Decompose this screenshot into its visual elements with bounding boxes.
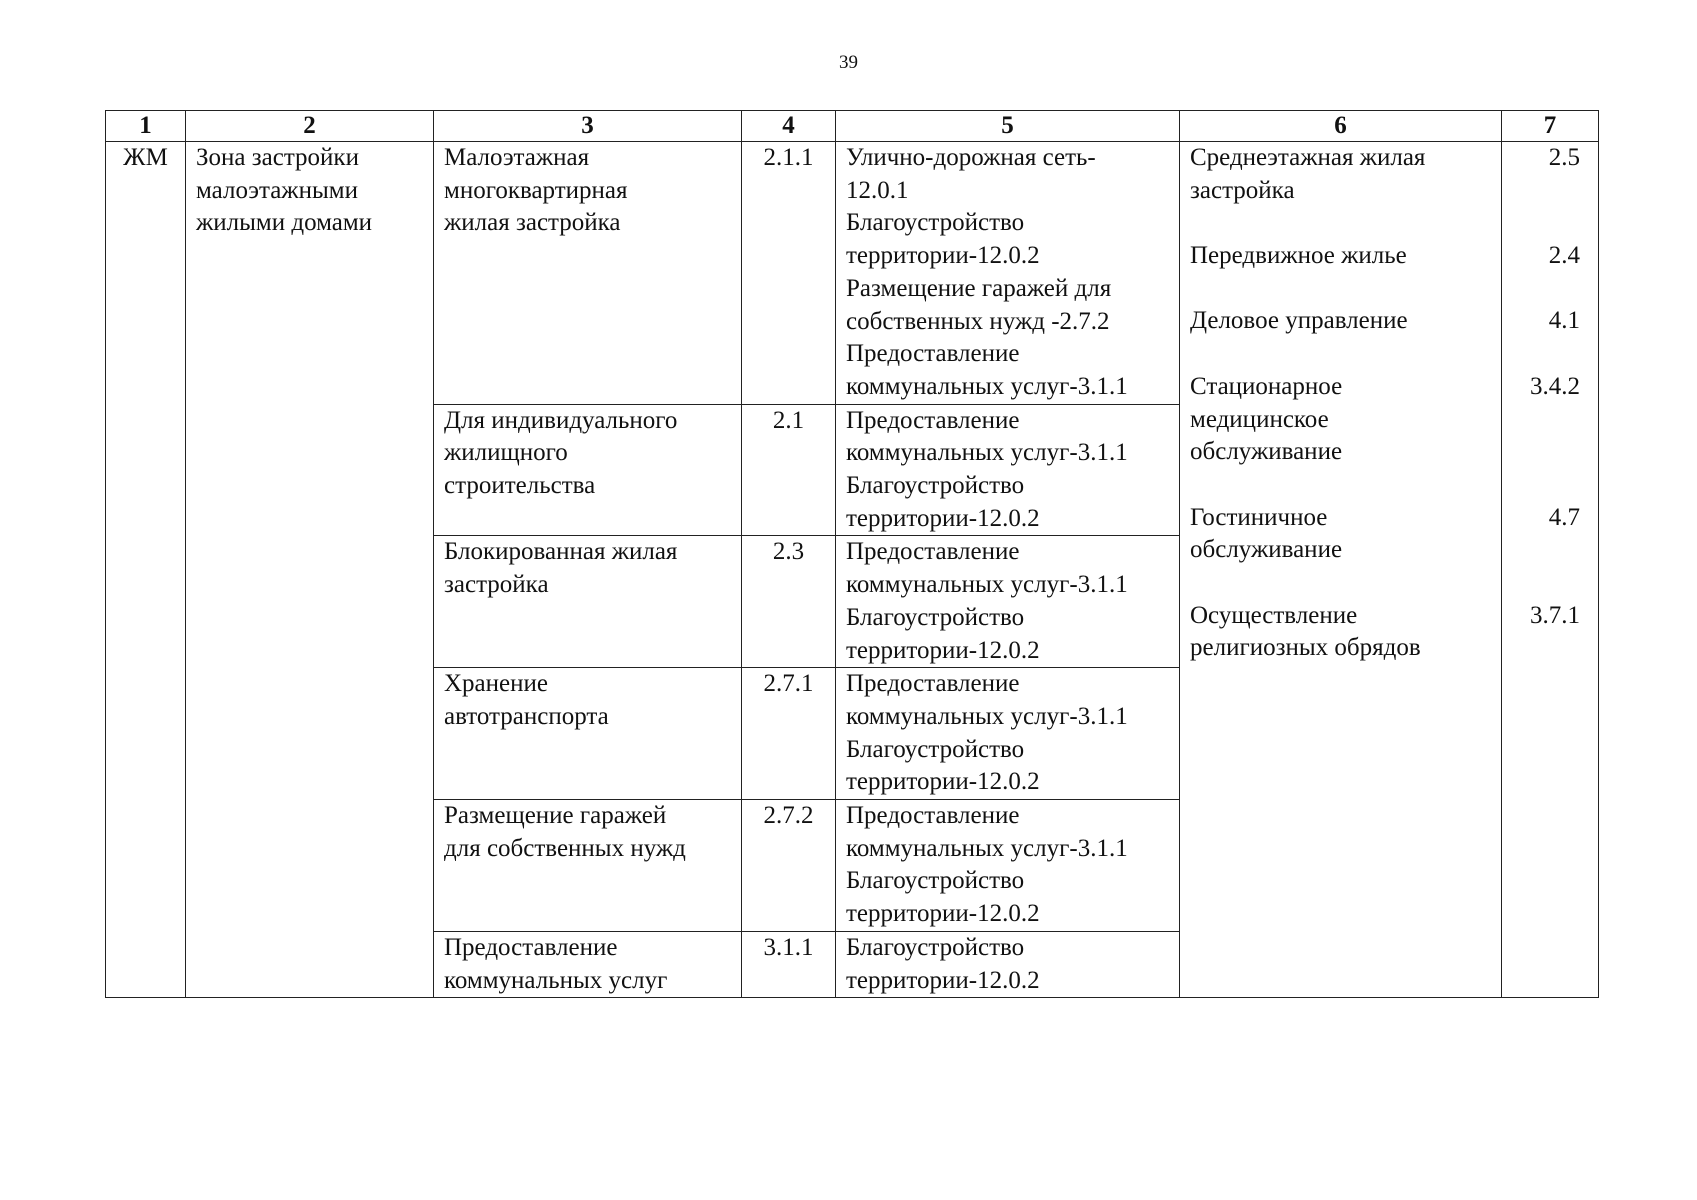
aux-use-line: Предоставление [846,340,1020,368]
main-use-name [434,536,742,668]
aux-use-line: территории-12.0.2 [846,242,1040,270]
conditional-use-codes [1502,142,1599,998]
aux-use-line: Благоустройство [846,735,1025,763]
aux-use-line: Благоустройство [846,867,1025,895]
header-col-7: 7 [1502,111,1599,142]
aux-use-line: Предоставление [846,406,1020,434]
auxiliary-uses [836,931,1180,997]
zone-name-line: жилыми домами [196,209,373,237]
auxiliary-uses [836,668,1180,800]
aux-use-line: Благоустройство [846,209,1025,237]
main-use-code: 2.1.1 [742,142,836,405]
zone-name [186,142,434,998]
main-use-name-line: жилищного [444,439,568,467]
main-use-name-line: Малоэтажная [444,144,590,171]
header-col-6: 6 [1180,111,1502,142]
conditional-use-code: 3.7.1 [1530,601,1580,629]
main-use-code: 2.1 [742,404,836,536]
conditional-use-code: 4.7 [1548,503,1580,531]
aux-use-line: коммунальных услуг-3.1.1 [846,571,1128,599]
header-row [106,111,1599,142]
conditional-use-line: Гостиничное [1190,503,1328,531]
zone-code: ЖМ [106,142,186,998]
aux-use-line: территории-12.0.2 [846,966,1040,994]
header-col-1: 1 [106,111,186,142]
main-use-name-line: Хранение [444,670,548,698]
auxiliary-uses [836,536,1180,668]
aux-use-line: Благоустройство [846,933,1025,961]
auxiliary-uses [836,404,1180,536]
conditional-use-code: 2.4 [1548,242,1580,270]
conditional-use-line: Передвижное жилье [1190,242,1407,270]
aux-use-line: коммунальных услуг-3.1.1 [846,834,1128,862]
page-number: 39 [839,52,858,73]
conditional-use-line: Осуществление [1190,601,1358,629]
main-use-name-line: жилая застройка [444,209,621,237]
zoning-table [105,110,1599,998]
main-use-name [434,404,742,536]
header-col-4: 4 [742,111,836,142]
conditional-use-code: 2.5 [1548,144,1580,171]
header-col-2: 2 [186,111,434,142]
main-use-name-line: многоквартирная [444,176,628,204]
main-use-name [434,931,742,997]
aux-use-line: Предоставление [846,538,1020,566]
table-row [106,142,1599,405]
main-use-name-line: для собственных нужд [444,834,686,862]
main-use-name-line: Для индивидуального [444,406,678,434]
auxiliary-uses [836,142,1180,405]
zone-name-line: Зона застройки [196,144,359,171]
conditional-use-line: обслуживание [1190,438,1343,466]
header-col-5: 5 [836,111,1180,142]
conditional-use-line: Среднеэтажная жилая [1190,144,1426,171]
main-use-name-line: Размещение гаражей [444,802,667,830]
main-use-code: 2.7.2 [742,800,836,932]
conditional-use-code: 4.1 [1548,307,1580,335]
aux-use-line: коммунальных услуг-3.1.1 [846,372,1128,400]
conditional-use-line: Деловое управление [1190,307,1408,335]
aux-use-line: территории-12.0.2 [846,636,1040,664]
aux-use-line: Благоустройство [846,603,1025,631]
main-use-name [434,668,742,800]
conditional-use-line: медицинское [1190,405,1329,433]
conditional-use-code: 3.4.2 [1530,372,1580,400]
conditional-use-line: обслуживание [1190,536,1343,564]
aux-use-line: территории-12.0.2 [846,768,1040,796]
main-use-code: 2.3 [742,536,836,668]
main-use-name-line: Блокированная жилая [444,538,678,566]
aux-use-line: 12.0.1 [846,176,909,204]
aux-use-line: коммунальных услуг-3.1.1 [846,439,1128,467]
aux-use-line: Благоустройство [846,472,1025,500]
conditional-use-line: застройка [1190,176,1295,204]
main-use-name-line: Предоставление [444,933,618,961]
header-col-3: 3 [434,111,742,142]
aux-use-line: Улично-дорожная сеть- [846,144,1096,171]
aux-use-line: собственных нужд -2.7.2 [846,307,1110,335]
aux-use-line: территории-12.0.2 [846,900,1040,928]
conditional-use-line: Стационарное [1190,372,1343,400]
main-use-code: 3.1.1 [742,931,836,997]
main-use-name-line: застройка [444,571,549,599]
main-use-name-line: строительства [444,472,596,500]
conditional-use-line: религиозных обрядов [1190,634,1421,662]
conditional-uses [1180,142,1502,998]
main-use-name [434,800,742,932]
main-use-name-line: коммунальных услуг [444,966,668,994]
aux-use-line: Предоставление [846,802,1020,830]
main-use-name [434,142,742,405]
main-use-name-line: автотранспорта [444,702,609,730]
aux-use-line: Предоставление [846,670,1020,698]
main-use-code: 2.7.1 [742,668,836,800]
aux-use-line: коммунальных услуг-3.1.1 [846,702,1128,730]
aux-use-line: Размещение гаражей для [846,274,1112,302]
aux-use-line: территории-12.0.2 [846,504,1040,532]
zone-name-line: малоэтажными [196,176,358,204]
auxiliary-uses [836,800,1180,932]
